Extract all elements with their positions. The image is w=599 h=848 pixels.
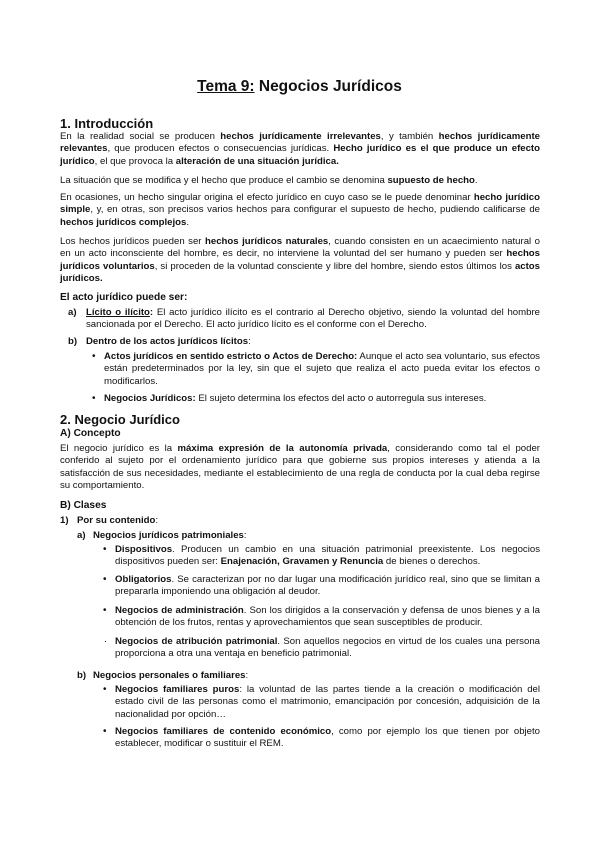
list-item-contenido-economico: Negocios familiares de contenido económico, como por ejemplo los que tienen por objeto establecer, modificar o sustituir el REM. <box>115 726 541 750</box>
title-topic: Tema 9: <box>197 78 255 95</box>
bullet-icon: • <box>103 544 107 555</box>
paragraph-hecho-simple-complejo: En ocasiones, un hecho singular origina el efecto jurídico en cuyo caso se le puede denominar hecho jurídico simple, y, en otras, son precisos varios hechos para configurar el supuesto de hecho, pudiendo calificarse de hechos jurídicos complejos. <box>60 192 540 228</box>
list-marker-b: b) <box>68 336 78 347</box>
list-item-licito: Lícito o ilícito: El acto jurídico ilícito es el contrario al Derecho objetivo, siendo la voluntad del hombre sancionada por el Derecho. El acto jurídico lícito es el conforme con el Derecho. <box>86 307 540 331</box>
page-title <box>0 78 599 96</box>
bullet-icon: • <box>92 351 96 362</box>
list-item-personales: Negocios personales o familiares: <box>93 670 249 681</box>
section-heading-introduccion: 1. Introducción <box>60 116 154 131</box>
list-item-familiares-puros: Negocios familiares puros: la voluntad de las partes tiende a la creación o modificación del estado civil de las personas como el matrimonio, emancipación por concesión, adquisición de la nacionalidad por opción… <box>115 684 541 720</box>
paragraph-naturales-voluntarios: Los hechos jurídicos pueden ser hechos jurídicos naturales, cuando consisten en un acaecimiento natural o en un acto inconsciente del hombre, es decir, no interviene la voluntad del ser humano y pueden ser hechos jurídicos voluntarios, si proceden de la voluntad consciente y libre del hombre, siendo estos últimos los actos jurídicos. <box>60 236 541 285</box>
paragraph-concepto: El negocio jurídico es la máxima expresión de la autonomía privada, considerando como tal el poder conferido al sujeto por el ordenamiento jurídico para que gobierne sus propios intereses y atienda a la satisfacción de sus necesidades, mediante el establecimiento de una regla de conducta por la cual deba regirse su comportamiento. <box>60 443 540 492</box>
acto-juridico-label: El acto jurídico puede ser: <box>60 292 188 303</box>
list-item-por-contenido: Por su contenido: <box>77 515 159 526</box>
list-item-negocios-juridicos: Negocios Jurídicos: El sujeto determina los efectos del acto o autorregula sus intereses. <box>104 393 487 404</box>
list-item-dispositivos: Dispositivos. Producen un cambio en una situación patrimonial preexistente. Los negocios dispositivos pueden ser: Enajenación, Gravamen y Renuncia de bienes o derechos. <box>115 544 540 568</box>
subheading-clases: B) Clases <box>60 500 107 511</box>
bullet-icon: • <box>92 393 96 404</box>
list-marker-a: a) <box>77 530 86 541</box>
list-marker-a: a) <box>68 307 77 318</box>
subheading-concepto: A) Concepto <box>60 428 121 439</box>
list-marker-b: b) <box>77 670 87 681</box>
bullet-icon: • <box>103 726 107 737</box>
section-heading-negocio-juridico: 2. Negocio Jurídico <box>60 412 180 427</box>
list-item-atribucion: Negocios de atribución patrimonial. Son aquellos negocios en virtud de los cuales una persona proporciona a otra una ventaja en beneficio patrimonial. <box>115 636 540 660</box>
title-text: Negocios Jurídicos <box>254 78 402 95</box>
list-item-patrimoniales: Negocios jurídicos patrimoniales: <box>93 530 247 541</box>
bullet-icon: • <box>103 684 107 695</box>
list-marker-1: 1) <box>60 515 69 526</box>
dot-marker: . <box>104 634 107 645</box>
paragraph-hechos-juridicos: En la realidad social se producen hechos jurídicamente irrelevantes, y también hechos jurídicamente relevantes, que producen efectos o consecuencias jurídicas. Hecho jurídico es el que produce un efecto jurídico, el que provoca la alteración de una situación jurídica. <box>60 131 541 167</box>
paragraph-supuesto-de-hecho: La situación que se modifica y el hecho que produce el cambio se denomina supuesto de hecho. <box>60 175 478 186</box>
bullet-icon: • <box>103 605 107 616</box>
bullet-icon: • <box>103 574 107 585</box>
list-item-obligatorios: Obligatorios. Se caracterizan por no dar lugar una modificación jurídico real, sino que se limitan a prepararla imponiendo una obligación al deudor. <box>115 574 540 598</box>
list-item-licitos: Dentro de los actos jurídicos lícitos: <box>86 336 251 347</box>
list-item-actos-derecho: Actos jurídicos en sentido estricto o Actos de Derecho: Aunque el acto sea voluntario, sus efectos están predeterminados por la ley, sin que el sujeto que realiza el acto pueda evitar los efectos o modificarlos. <box>104 351 540 387</box>
list-item-administracion: Negocios de administración. Son los dirigidos a la conservación y defensa de unos bienes y a la obtención de los frutos, rentas y aprovechamientos que sean susceptibles de producir. <box>115 605 540 629</box>
